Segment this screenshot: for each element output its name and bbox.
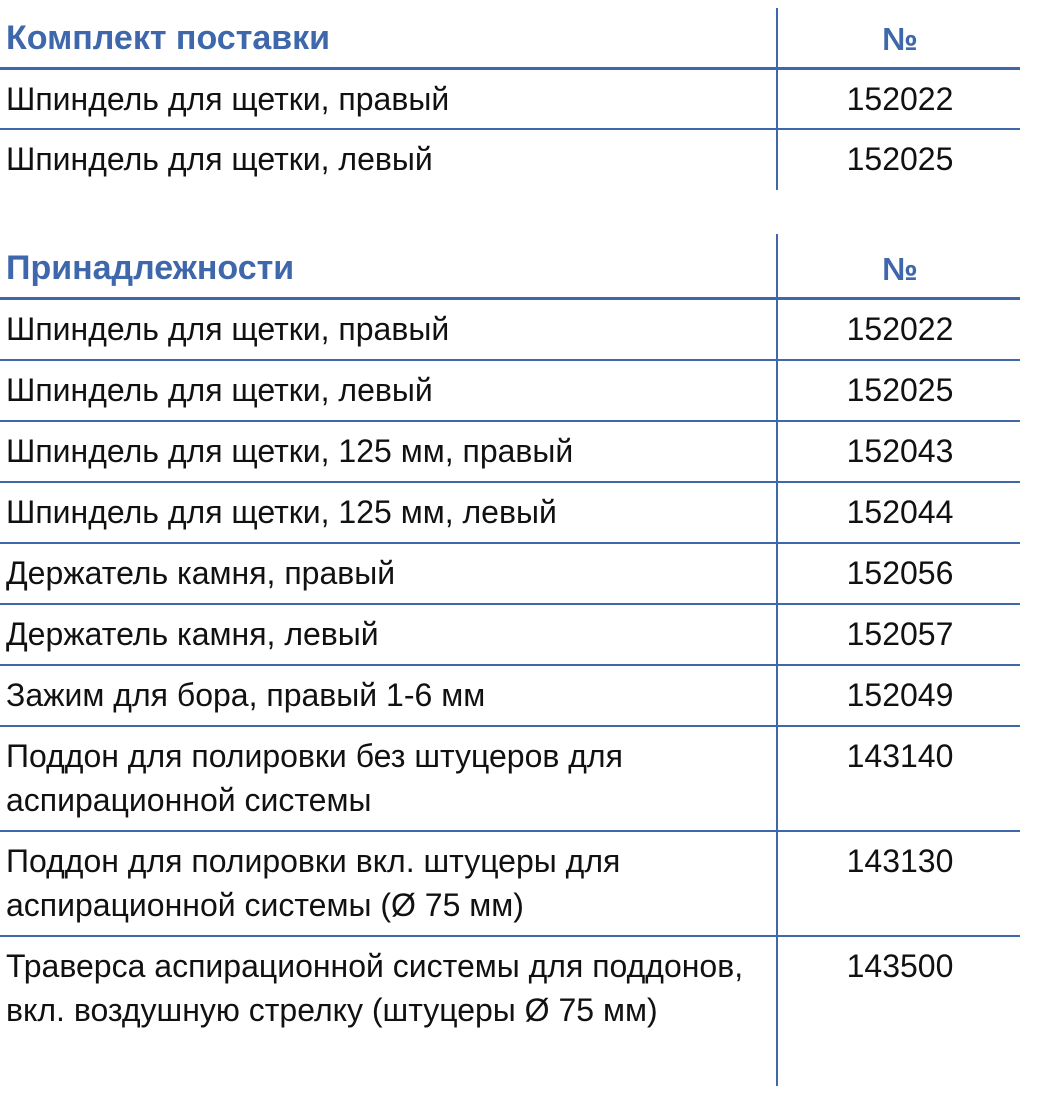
item-name: Шпиндель для щетки, левый [6,372,433,408]
item-number: 152044 [846,494,954,530]
item-number: 152025 [846,141,954,177]
table-row [0,544,1020,605]
table-header [0,230,1020,300]
item-name: Шпиндель для щетки, левый [6,141,433,177]
item-name: Шпиндель для щетки, 125 мм, правый [6,433,574,469]
item-number: 152025 [846,372,954,408]
table-header [0,0,1020,70]
table-row [0,605,1020,666]
item-name: Держатель камня, левый [6,616,379,652]
number-column-header: № [882,21,918,57]
item-name: Поддон для полировки вкл. штуцеры для аспирационной системы (Ø 75 мм) [6,843,621,923]
table-row [0,361,1020,422]
item-name: Зажим для бора, правый 1-6 мм [6,677,486,713]
item-number: 152056 [846,555,954,591]
table-row [0,832,1020,937]
item-name: Держатель камня, правый [6,555,396,591]
accessories-table [0,230,1020,1087]
item-number: 143500 [846,948,954,984]
table-row [0,70,1020,130]
item-name: Шпиндель для щетки, правый [6,81,450,117]
item-name: Шпиндель для щетки, правый [6,311,450,347]
item-number: 152057 [846,616,954,652]
item-name: Шпиндель для щетки, 125 мм, левый [6,494,557,530]
table-title: Комплект поставки [6,19,331,57]
number-column-header: № [882,251,918,287]
table-title: Принадлежности [6,249,295,287]
item-number: 152022 [846,311,954,347]
table-row [0,422,1020,483]
table-row [0,130,1020,190]
item-number: 152043 [846,433,954,469]
table-row [0,727,1020,832]
item-number: 143140 [846,738,954,774]
item-name: Поддон для полировки без штуцеров для аспирационной системы [6,738,623,818]
table-row [0,300,1020,361]
table-row [0,937,1020,1087]
item-number: 152022 [846,81,954,117]
item-number: 143130 [846,843,954,879]
delivery-table [0,0,1020,190]
item-name: Траверса аспирационной системы для поддонов, вкл. воздушную стрелку (штуцеры Ø 75 мм) [6,948,744,1028]
table-row [0,666,1020,727]
item-number: 152049 [846,677,954,713]
table-row [0,483,1020,544]
